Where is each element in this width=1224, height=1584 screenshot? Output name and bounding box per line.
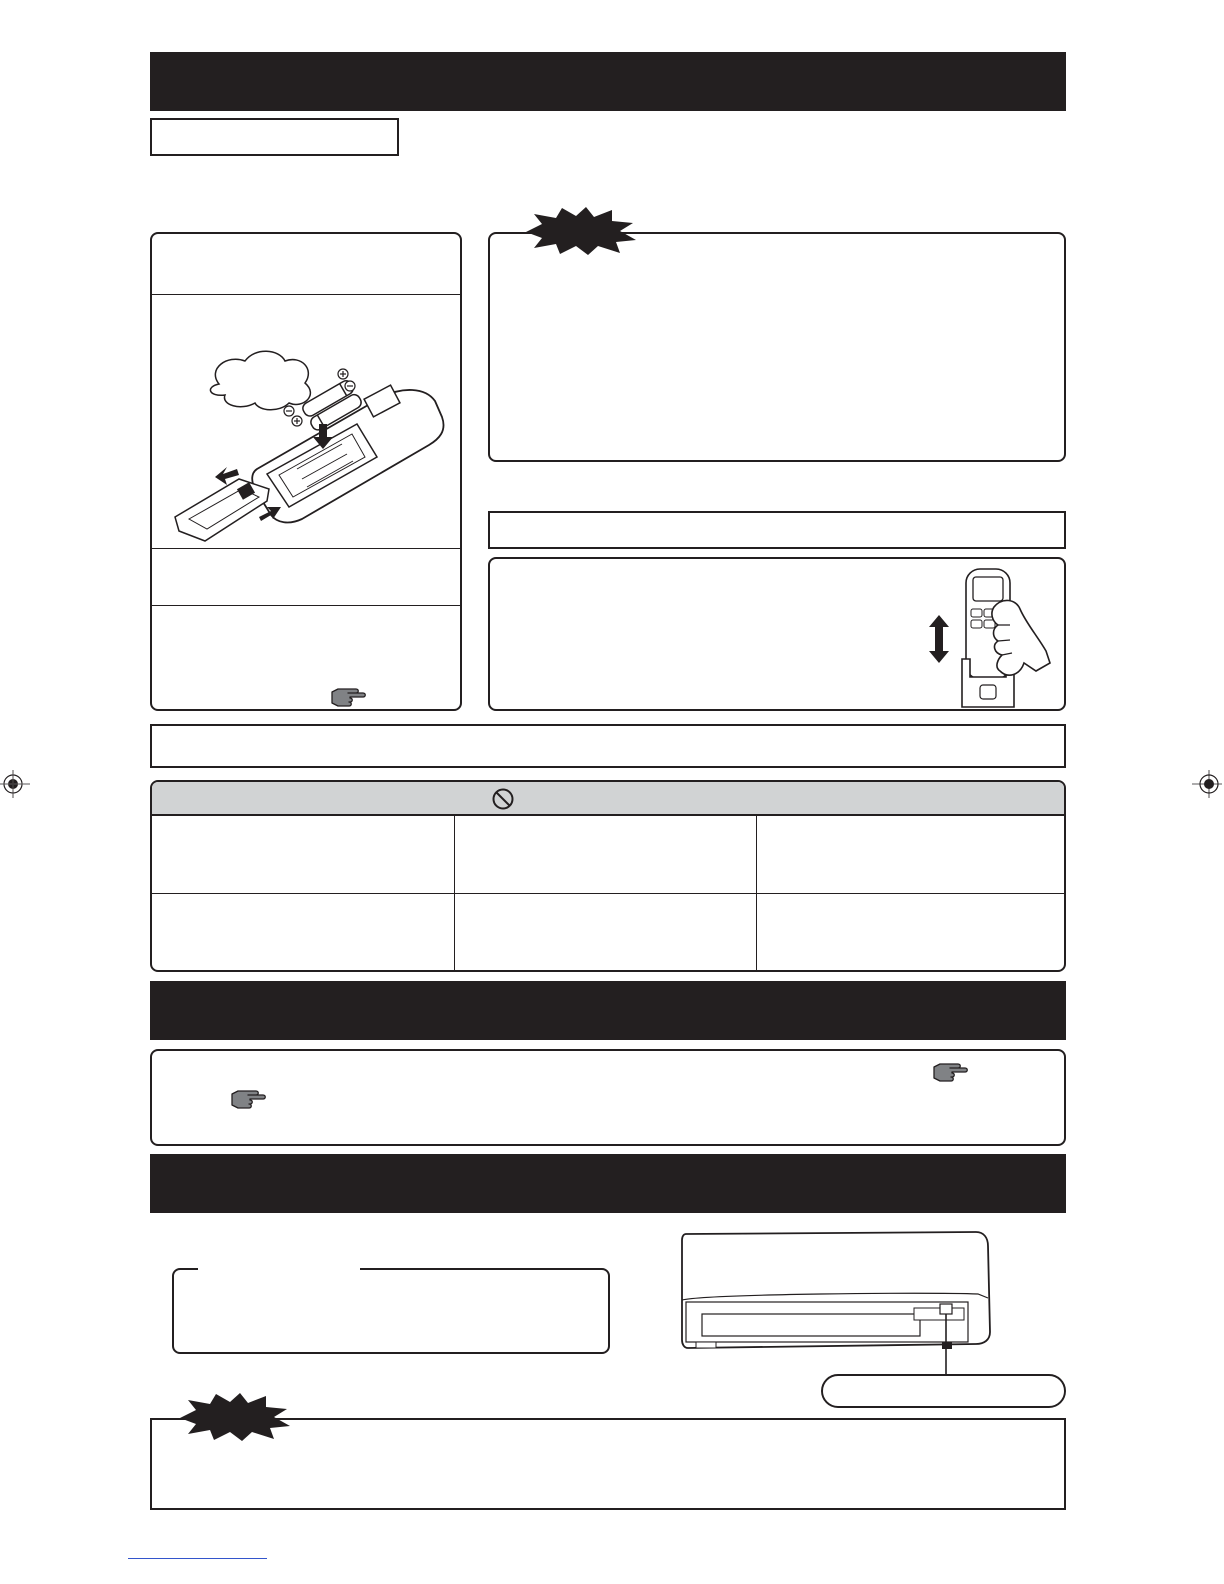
pointing-hand-icon (328, 684, 368, 710)
prohibitions-table-header (152, 782, 1064, 816)
section-header-bar-3 (150, 1154, 1066, 1213)
footer-underline (128, 1558, 267, 1559)
pointing-hand-icon (930, 1059, 970, 1085)
burst-icon (174, 1392, 292, 1442)
panel-divider-1 (152, 294, 460, 295)
indoor-unit-illustration (678, 1228, 996, 1380)
remote-in-holder-illustration (954, 567, 1058, 711)
registration-mark-icon (1188, 767, 1222, 801)
section-header-bar-1 (150, 52, 1066, 111)
prohibitions-table (150, 780, 1066, 972)
emergency-operation-box (172, 1268, 610, 1354)
pointing-hand-icon (228, 1086, 268, 1112)
note-box (150, 724, 1066, 768)
panel-divider-3 (152, 605, 460, 606)
up-down-arrow-icon (928, 615, 950, 663)
remote-battery-illustration (167, 339, 452, 549)
emergency-switch-label-box (821, 1374, 1066, 1408)
remote-holder-heading-box (488, 511, 1066, 549)
caption-gap (198, 1264, 360, 1272)
battery-instructions-panel (150, 232, 462, 711)
burst-icon (520, 206, 638, 256)
prohibition-icon (491, 787, 515, 811)
reference-panel (150, 1049, 1066, 1146)
registration-mark-icon (0, 767, 34, 801)
section-header-bar-2 (150, 981, 1066, 1040)
remote-holder-panel (488, 557, 1066, 711)
caution-panel (488, 232, 1066, 462)
table-col-divider-1 (454, 816, 455, 970)
subheading-box (150, 118, 399, 156)
table-row-divider (152, 893, 1064, 894)
table-col-divider-2 (756, 816, 757, 970)
